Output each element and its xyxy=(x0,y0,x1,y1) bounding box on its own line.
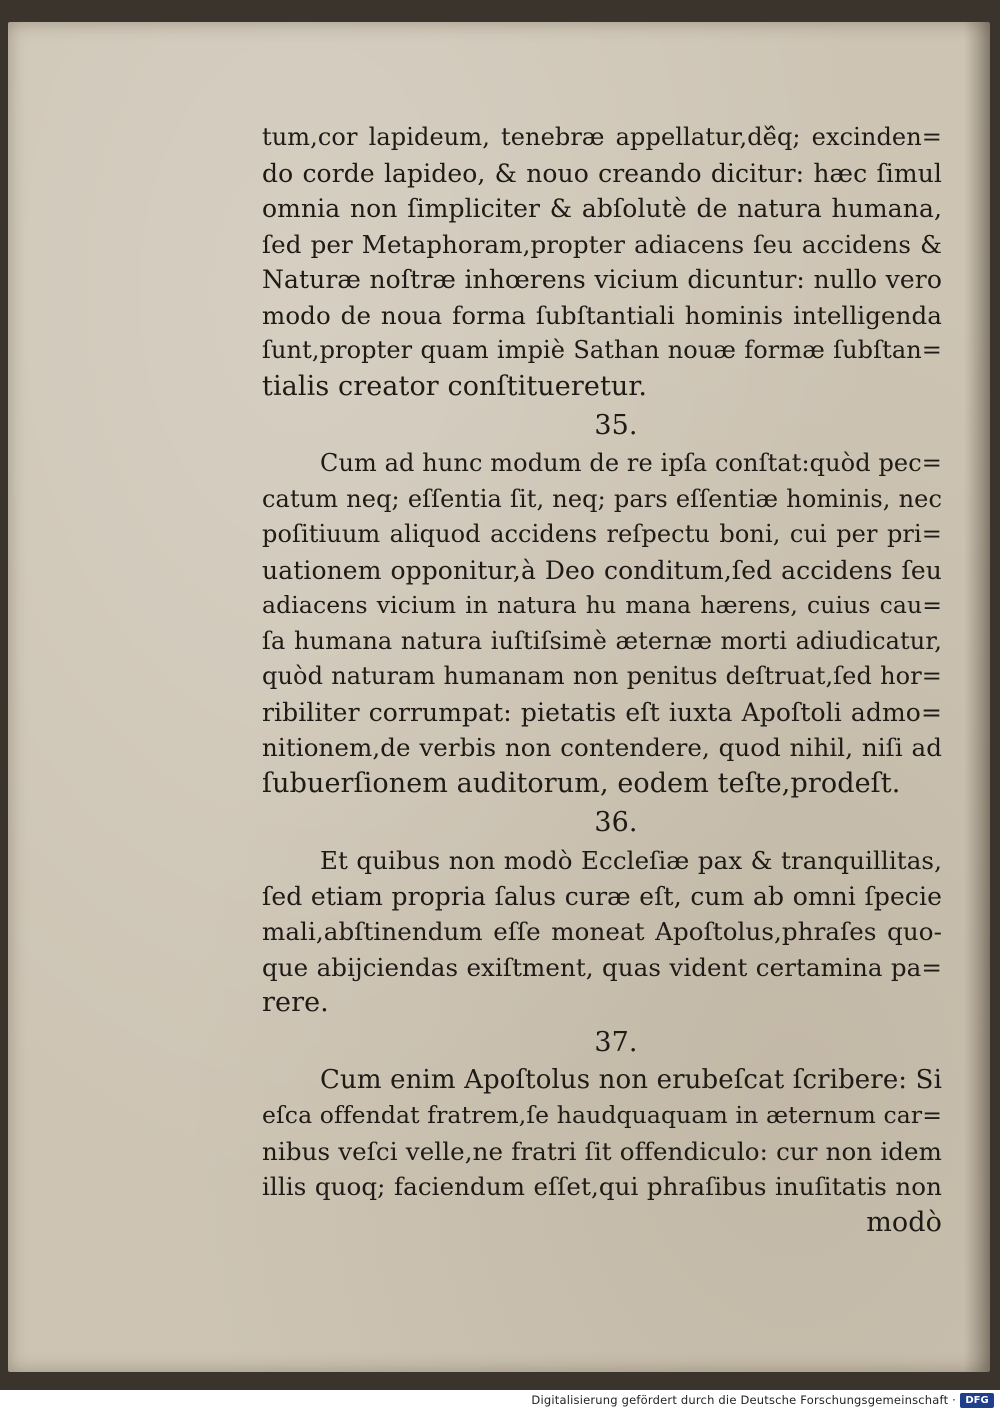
text-line: ſunt,propter quam impiè Sathan nouæ formæ ſubſtan= xyxy=(262,336,942,364)
page-text xyxy=(262,120,942,1240)
text-line: eſca offendat fratrem,ſe haudquaquam in æternum car= xyxy=(262,1101,942,1129)
text-line: ſed per Metaphoram,propter adiacens ſeu accidens & xyxy=(262,229,942,259)
text-line: modo de noua forma ſubſtantiali hominis intelligenda xyxy=(262,300,942,330)
text-line: adiacens vicium in natura hu mana hærens, cuius cau= xyxy=(262,591,942,619)
paragraph-number-36: 36. xyxy=(594,807,638,838)
text-line: ſed etiam propria ſalus curæ eſt, cum ab omni ſpecie xyxy=(262,881,942,911)
text-line: catum neq; eſſentia ſit, neq; pars eſſentiæ hominis, nec xyxy=(262,484,942,513)
text-line: ribiliter corrumpat: pietatis eſt iuxta Apoſtoli admo= xyxy=(262,697,942,727)
text-line: nibus veſci velle,ne fratri ſit offendiculo: cur non idem xyxy=(262,1136,942,1166)
binding-shadow xyxy=(964,22,990,1372)
text-line: uationem opponitur,à Deo conditum,ſed accidens ſeu xyxy=(262,555,942,585)
text-line: mali,abſtinendum eſſe moneat Apoſtolus,phraſes quo- xyxy=(262,917,942,946)
paragraph-number-35: 35. xyxy=(594,410,638,441)
funding-credit: Digitalisierung gefördert durch die Deutsche Forschungsgemeinschaft · xyxy=(531,1393,956,1407)
digitization-footer xyxy=(0,1390,1000,1412)
dfg-logo-icon: DFG xyxy=(960,1393,994,1408)
text-line: omnia non ſimpliciter & abſolutè de natura humana, xyxy=(262,194,942,223)
text-line: tum,cor lapideum, tenebræ appellatur,de᷈q; excinden= xyxy=(262,123,942,151)
paragraph-number-37: 37. xyxy=(594,1026,638,1058)
text-line: ſa humana natura iuſtiſsimè æternæ morti adiudicatur, xyxy=(262,626,942,655)
catchword: modò xyxy=(866,1206,942,1238)
text-line: do corde lapideo, & nouo creando dicitur: hæc ſimul xyxy=(262,158,942,188)
text-line: Naturæ noſtræ inhœrens vicium dicuntur: nullo vero xyxy=(262,265,942,294)
text-line: ſubuerſionem auditorum, eodem teſte,prodeſt. xyxy=(262,767,901,799)
text-line: nitionem,de verbis non contendere, quod nihil, niſi ad xyxy=(262,733,942,762)
text-line: illis quoq; faciendum eſſet,qui phraſibus inuſitatis non xyxy=(262,1172,942,1201)
text-line: poſitiuum aliquod accidens reſpectu boni, cui per pri= xyxy=(262,520,942,548)
text-line: que abijciendas exiſtment, quas vident certamina pa= xyxy=(262,952,942,982)
text-line: rere. xyxy=(262,987,329,1018)
text-line: Cum enim Apoſtolus non erubeſcat ſcribere: Si xyxy=(320,1064,942,1095)
text-line: tialis creator conſtitueretur. xyxy=(262,370,648,402)
text-line: Et quibus non modò Eccleſiæ pax & tranquillitas, xyxy=(320,846,942,875)
text-line: Cum ad hunc modum de re ipſa conſtat:quòd pec= xyxy=(320,449,942,477)
text-line: quòd naturam humanam non penitus deſtruat,ſed hor= xyxy=(262,662,942,690)
